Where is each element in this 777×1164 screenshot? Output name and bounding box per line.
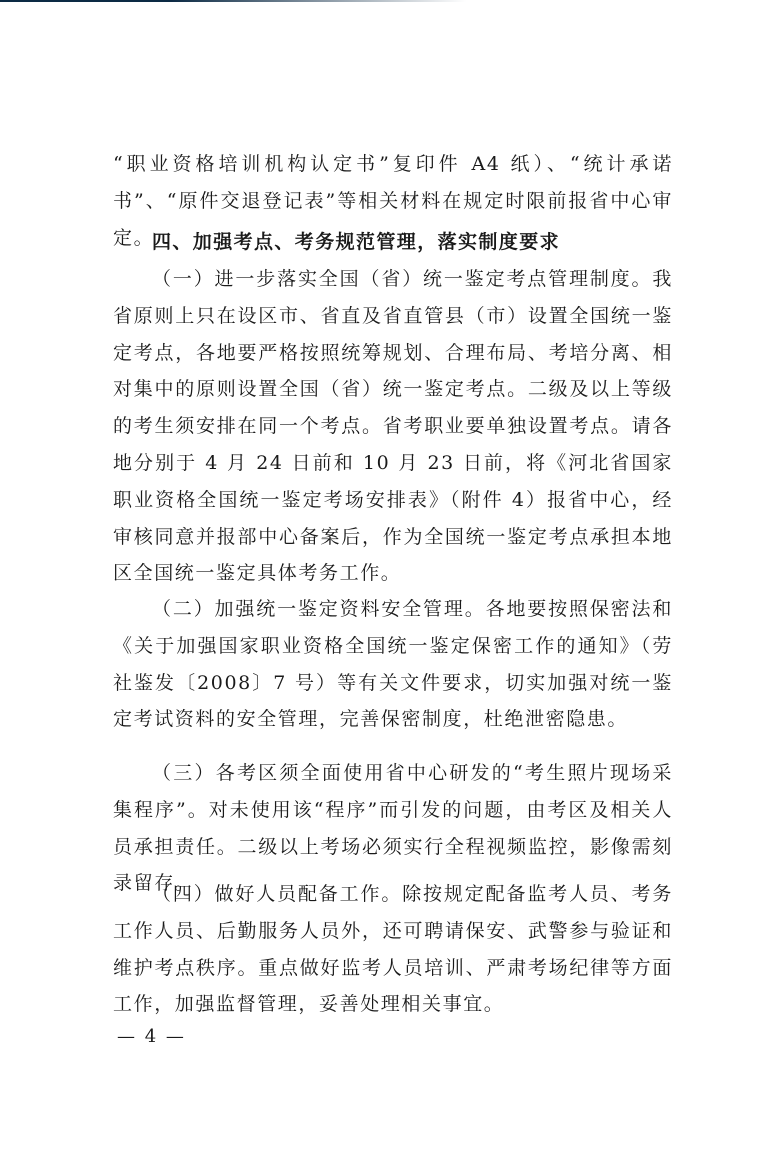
paragraph-item-2: （二）加强统一鉴定资料安全管理。各地要按照保密法和《关于加强国家职业资格全国统一鉴定保密工作的通知》（劳社鉴发〔2008〕7 号）等有关文件要求，切实加强对统一鉴定考试资料的安全管理，完善保密制度，杜绝泄密隐患。 <box>113 598 673 731</box>
page-number: — 4 — <box>117 1026 186 1047</box>
paragraph-item-3: （三）各考区须全面使用省中心研发的“考生照片现场采集程序”。对未使用该“程序”而引发的问题，由考区及相关人员承担责任。二级以上考场必须实行全程视频监控，影像需刻录留存。 <box>113 762 673 895</box>
paragraph-item-4: （四）做好人员配备工作。除按规定配备监考人员、考务工作人员、后勤服务人员外，还可聘请保安、武警参与验证和维护考点秩序。重点做好监考人员培训、严肃考场纪律等方面工作，加强监督管理，妥善处理相关事宜。 <box>113 883 673 1016</box>
paragraph-continuation: “职业资格培训机构认定书”复印件 A4 纸）、“统计承诺书”、“原件交退登记表”等相关材料在规定时限前报省中心审定。 <box>113 153 673 249</box>
paragraph-item-1: （一）进一步落实全国（省）统一鉴定考点管理制度。我省原则上只在设区市、省直及省直管县（市）设置全国统一鉴定考点，各地要严格按照统筹规划、合理布局、考培分离、相对集中的原则设置全国（省）统一鉴定考点。二级及以上等级的考生须安排在同一个考点。省考职业要单独设置考点。请各地分别于 4 月 24 日前和 10 月 23 日前，将《河北省国家职业资格全国统一鉴定考场安排表》（附件 4）报省中心，经审核同意并报部中心备案后，作为全国统一鉴定考点承担本地区全国统一鉴定具体考务工作。 <box>113 268 673 585</box>
section-heading: 四、加强考点、考务规范管理，落实制度要求 <box>152 231 561 253</box>
